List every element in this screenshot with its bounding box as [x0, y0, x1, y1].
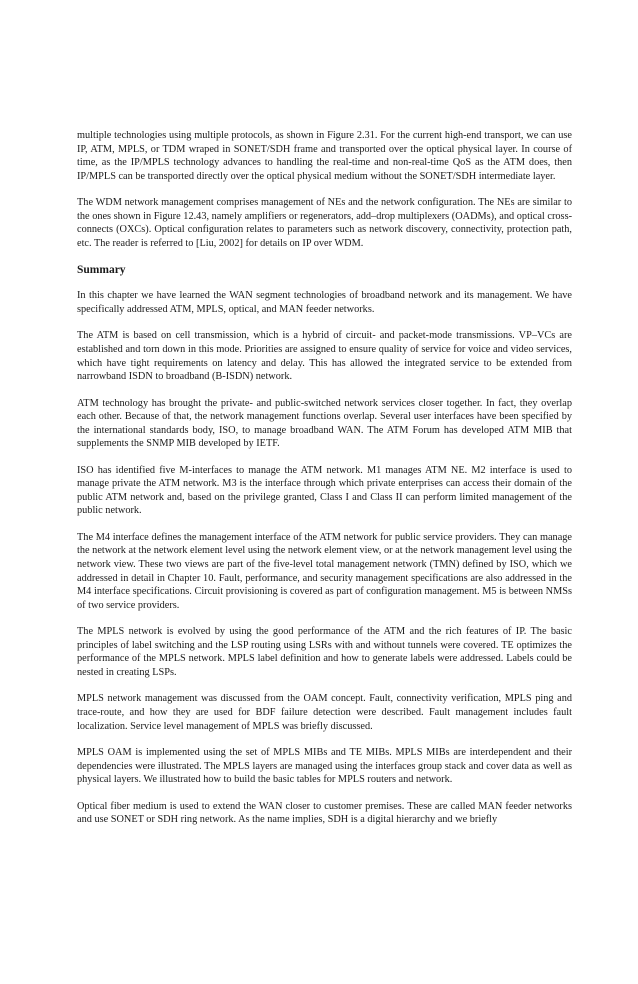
summary-paragraph-iso-m-interfaces: ISO has identified five M-interfaces to manage the ATM network. M1 manages ATM NE. M2 interface is used to manage private the ATM network. M3 is the interface through which private enterprises can access their domain of the public ATM network and, based on the privilege granted, Class I and Class II can perform limited management of the public network. — [77, 464, 572, 517]
summary-paragraph-mpls-oam: MPLS OAM is implemented using the set of MPLS MIBs and TE MIBs. MPLS MIBs are interdependent and their dependencies were illustrated. The MPLS layers are managed using the interfaces group stack and cover data as well as physical layers. We illustrated how to build the basic tables for MPLS routers and network. — [77, 746, 572, 786]
summary-paragraph-atm-cells: The ATM is based on cell transmission, which is a hybrid of circuit- and packet-mode transmissions. VP–VCs are established and torn down in this mode. Priorities are assigned to ensure quality of service for voice and video services, which have tight requirements on latency and delay. This has allowed the integrated service to be extended from narrowband ISDN to broadband (B-ISDN) network. — [77, 330, 572, 383]
summary-paragraph-atm-technology: ATM technology has brought the private- and public-switched network services closer together. In fact, they overlap each other. Because of that, the network management functions overlap. Several user interfaces have been specified by the international standards body, ISO, to manage broadband WAN. The ATM Forum has developed ATM MIB that supplements the SNMP MIB developed by IETF. — [77, 397, 572, 450]
summary-paragraph-intro: In this chapter we have learned the WAN segment technologies of broadband network and its management. We have specifically addressed ATM, MPLS, optical, and MAN feeder networks. — [77, 290, 572, 315]
page-body — [77, 129, 572, 840]
section-heading-summary: Summary — [77, 264, 126, 277]
summary-paragraph-mpls-network: The MPLS network is evolved by using the good performance of the ATM and the rich features of IP. The basic principles of label switching and the LSP routing using LSRs with and without tunnels were covered. TE optimizes the performance of the MPLS network. MPLS label definition and how to generate labels were addressed. Labels could be nested in creating LSPs. — [77, 626, 572, 678]
paragraph-wdm-management: The WDM network management comprises management of NEs and the network configuration. The NEs are similar to the ones shown in Figure 12.43, namely amplifiers or regenerators, add–drop multiplexers (OADMs), and optical cross-connects (OXCs). Optical configuration relates to parameters such as network discovery, connectivity, protection path, etc. The reader is referred to [Liu, 2002] for details on IP over WDM. — [77, 197, 572, 249]
summary-paragraph-mpls-management: MPLS network management was discussed from the OAM concept. Fault, connectivity verification, MPLS ping and trace-route, and how they are used for BDF failure detection were described. Fault management includes fault localization. Service level management of MPLS was briefly discussed. — [77, 693, 572, 732]
summary-paragraph-m4-interface: The M4 interface defines the management interface of the ATM network for public service providers. They can manage the network at the network element level using the network element view, or at the network management level using the network view. These two views are part of the five-level total management network (TMN) defined by ISO, which we addressed in detail in Chapter 10. Fault, performance, and security management specifications are also addressed in the M4 interface specifications. Circuit provisioning is covered as part of configuration management. M5 is between NMSs of two service providers. — [77, 531, 572, 611]
summary-paragraph-optical-fiber: Optical fiber medium is used to extend the WAN closer to customer premises. These are called MAN feeder networks and use SONET or SDH ring network. As the name implies, SDH is a digital hierarchy and we briefly — [77, 800, 572, 826]
paragraph-transport: multiple technologies using multiple protocols, as shown in Figure 2.31. For the current high-end transport, we can use IP, ATM, MPLS, or TDM wraped in SONET/SDH frame and transported over the optical physical layer. In course of time, as the IP/MPLS technology advances to handling the real-time and non-real-time QoS as the ATM does, then IP/MPLS can be transported directly over the optical physical medium without the SONET/SDH intermediate layer. — [77, 130, 572, 182]
